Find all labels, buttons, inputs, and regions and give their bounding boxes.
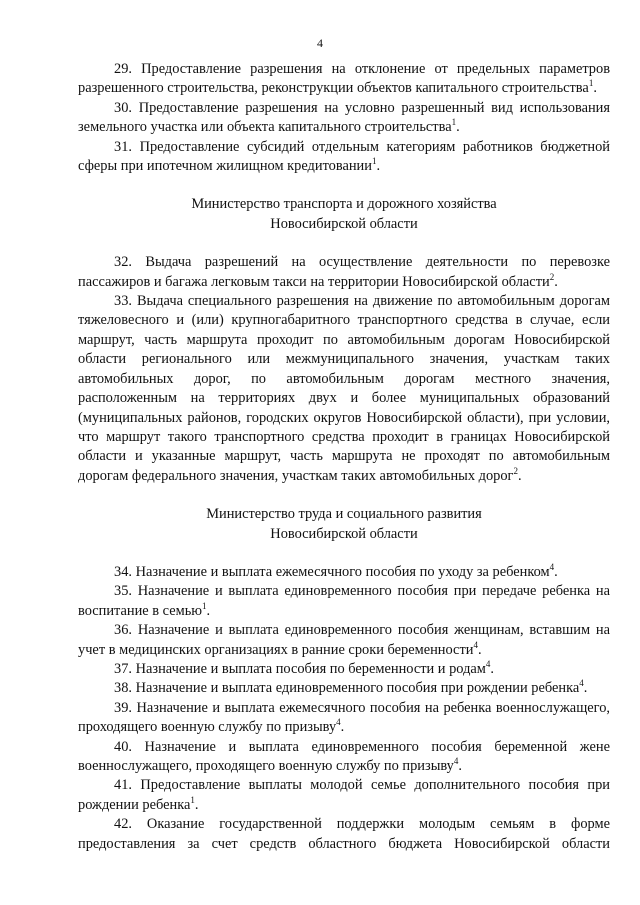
list-item — [78, 99, 610, 138]
item-number: 42. — [114, 816, 132, 833]
item-end: . — [458, 758, 462, 774]
item-number: 41. — [114, 777, 132, 794]
item-text: Выдача специального разрешения на движение по автомобильным дорогам тяжеловесного и (или) крупногабаритного транспортного средства в случае, если маршрут, часть маршрута проходит по автомобильным дорогам Новосибирской области регионального или межмуниципального значения, участкам таких автомобильных дорог, по автомобильным дорогам местного значения, расположенным на территориях двух и более муниципальных образований (муниципальных районов, городских округов Новосибирской области), при условии, что маршрут такого транспортного средства проходит в границах Новосибирской области и указанные маршрут, часть маршрута не проходят по автомобильным дорогам федерального значения, участкам таких автомобильных дорог — [78, 293, 610, 484]
page-number: 4 — [317, 36, 323, 50]
item-end: . — [583, 680, 588, 697]
footnote-marker: 1 — [588, 78, 594, 89]
list-item — [78, 699, 610, 738]
item-number: 33. — [114, 293, 132, 310]
item-end: . — [554, 273, 558, 290]
item-list-labor — [78, 563, 610, 854]
footnote-marker: 2 — [549, 271, 555, 282]
section-heading-transport: Министерство транспорта и дорожного хозяйства Новосибирской области — [191, 196, 497, 232]
item-number: 36. — [114, 622, 132, 639]
item-number: 39. — [114, 699, 132, 716]
item-number: 37. — [114, 660, 132, 677]
footnote-marker: 4 — [579, 678, 584, 689]
item-end: . — [456, 119, 460, 136]
footnote-marker: 1 — [202, 600, 207, 611]
item-text: Выдача разрешений на осуществление деятельности по перевозке пассажиров и багажа легковым такси на территории Новосибирской области — [78, 254, 610, 290]
item-list-general — [78, 60, 610, 176]
item-text: Назначение и выплата единовременного пособия при рождении ребенка — [135, 680, 580, 697]
footnote-marker: 4 — [336, 717, 341, 728]
footnote-marker: 4 — [473, 639, 478, 650]
item-text: Назначение и выплата пособия по беременности и родам — [135, 660, 486, 677]
item-text: Предоставление выплаты молодой семье дополнительного пособия при рождении ребенка — [78, 777, 610, 813]
item-text: Оказание государственной поддержки молодым семьям в форме предоставления за счет средств областного бюджета Новосибирской области — [78, 816, 610, 852]
item-end: . — [477, 641, 482, 658]
list-item — [78, 582, 610, 621]
item-list-transport — [78, 253, 610, 486]
item-number: 30. — [114, 99, 132, 116]
item-text: Предоставление разрешения на условно разрешенный вид использования земельного участка или объекта капитального строительства — [78, 99, 610, 136]
item-end: . — [340, 719, 345, 736]
item-end: . — [194, 796, 199, 813]
footnote-marker: 4 — [549, 562, 555, 573]
list-item — [78, 776, 610, 815]
item-end: . — [554, 563, 558, 580]
list-item — [78, 815, 610, 854]
list-item — [78, 253, 610, 292]
item-text: Назначение и выплата ежемесячного пособия на ребенка военнослужащего, проходящего военную службу по призыву — [78, 699, 610, 736]
item-end: . — [206, 602, 211, 619]
item-number: 32. — [114, 254, 132, 271]
footnote-marker: 1 — [190, 795, 195, 806]
item-number: 34. — [114, 563, 132, 580]
item-text: Назначение и выплата единовременного пособия при передаче ребенка на воспитание в семью — [78, 583, 610, 619]
list-item — [78, 60, 610, 99]
list-item — [78, 563, 610, 582]
item-end: . — [593, 80, 597, 97]
item-text: Назначение и выплата единовременного пособия женщинам, вставшим на учет в медицинских организациях в ранние сроки беременности — [78, 622, 610, 658]
item-end: . — [517, 467, 522, 484]
item-end: . — [376, 158, 381, 175]
item-end: . — [490, 660, 495, 677]
item-text: Предоставление разрешения на отклонение от предельных параметров разрешенного строительства, реконструкции объектов капитального строительства — [78, 61, 610, 97]
section-heading-labor: Министерство труда и социального развития Новосибирской области — [206, 506, 482, 542]
item-text: Назначение и выплата ежемесячного пособия по уходу за ребенком — [135, 563, 550, 580]
footnote-marker: 1 — [371, 156, 377, 167]
footnote-marker: 1 — [451, 117, 457, 128]
document-body — [78, 60, 610, 854]
footnote-marker: 2 — [513, 465, 518, 476]
item-number: 35. — [114, 583, 132, 600]
footnote-marker: 4 — [485, 659, 491, 670]
list-item — [78, 738, 610, 777]
list-item — [78, 621, 610, 660]
item-text: Предоставление субсидий отдельным категориям работников бюджетной сферы при ипотечном жилищном кредитовании — [78, 138, 610, 175]
item-number: 40. — [114, 738, 132, 755]
item-number: 38. — [114, 680, 132, 697]
item-number: 31. — [114, 138, 132, 155]
item-text: Назначение и выплата единовременного пособия беременной жене военнослужащего, проходящего военную службу по призыву — [78, 738, 610, 774]
item-number: 29. — [114, 61, 132, 77]
list-item — [78, 679, 610, 698]
footnote-marker: 4 — [453, 756, 459, 767]
list-item — [78, 138, 610, 177]
list-item — [78, 660, 610, 679]
list-item — [78, 292, 610, 486]
